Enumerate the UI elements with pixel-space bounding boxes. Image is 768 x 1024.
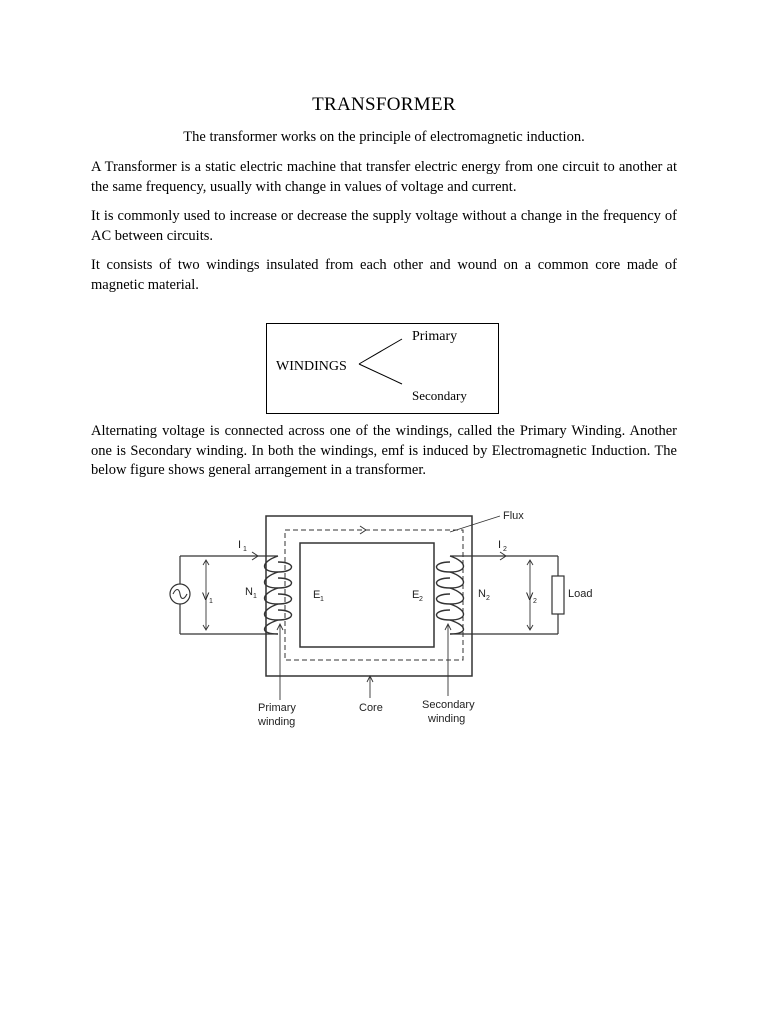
load-resistor (552, 576, 564, 614)
core-label: Core (359, 702, 383, 714)
principle-statement: The transformer works on the principle of electromagnetic induction. (183, 129, 585, 145)
e2-label: E (412, 589, 420, 601)
secondary-winding-coil (437, 556, 464, 634)
paragraph-construction: It consists of two windings insulated from each other and wound on a common core made of magnetic material. (91, 257, 677, 293)
n2-subscript: 2 (486, 595, 490, 602)
v2-label: V (526, 591, 534, 603)
windings-diagram (266, 323, 499, 414)
v1-label: V (202, 591, 210, 603)
transformer-diagram (160, 500, 610, 740)
n1-subscript: 1 (253, 593, 257, 600)
load-label: Load (568, 588, 593, 600)
e1-label: E (313, 589, 321, 601)
windings-label: WINDINGS (276, 359, 347, 374)
primary-winding-label-line2: winding (258, 716, 296, 728)
primary-branch-label: Primary (412, 329, 458, 344)
primary-winding-coil (265, 556, 292, 634)
flux-path (285, 530, 463, 660)
i2-label: I (498, 539, 502, 551)
transformer-figure (160, 500, 610, 740)
core-outer (266, 516, 472, 676)
paragraph-operation: Alternating voltage is connected across one of the windings, called the Primary Winding. Another one is Secondary winding. In both the windings, emf is induced by Electromagnetic Induction. The below figure shows general arrangement in a transformer. (91, 423, 677, 478)
secondary-branch-label: Secondary (412, 388, 467, 403)
v1-subscript: 1 (209, 598, 213, 605)
secondary-winding-label-line2: winding (428, 713, 466, 725)
e2-subscript: 2 (419, 596, 423, 603)
flux-leader (450, 516, 500, 532)
e1-subscript: 1 (320, 596, 324, 603)
i1-subscript: 1 (243, 546, 247, 553)
n2-label: N (478, 588, 486, 600)
primary-winding-label-line1: Primary (258, 702, 296, 714)
i1-label: I (238, 539, 242, 551)
n1-label: N (245, 586, 253, 598)
v2-subscript: 2 (533, 598, 537, 605)
i2-subscript: 2 (503, 546, 507, 553)
paragraph-usage: It is commonly used to increase or decrease the supply voltage without a change in the frequency of AC between circuits. (91, 208, 677, 244)
page-title: TRANSFORMER (312, 94, 456, 115)
paragraph-definition: A Transformer is a static electric machine that transfer electric energy from one circuit to another at the same frequency, usually with change in values of voltage and current. (91, 159, 677, 195)
secondary-winding-label-line1: Secondary (422, 699, 475, 711)
flux-label: Flux (503, 510, 524, 522)
